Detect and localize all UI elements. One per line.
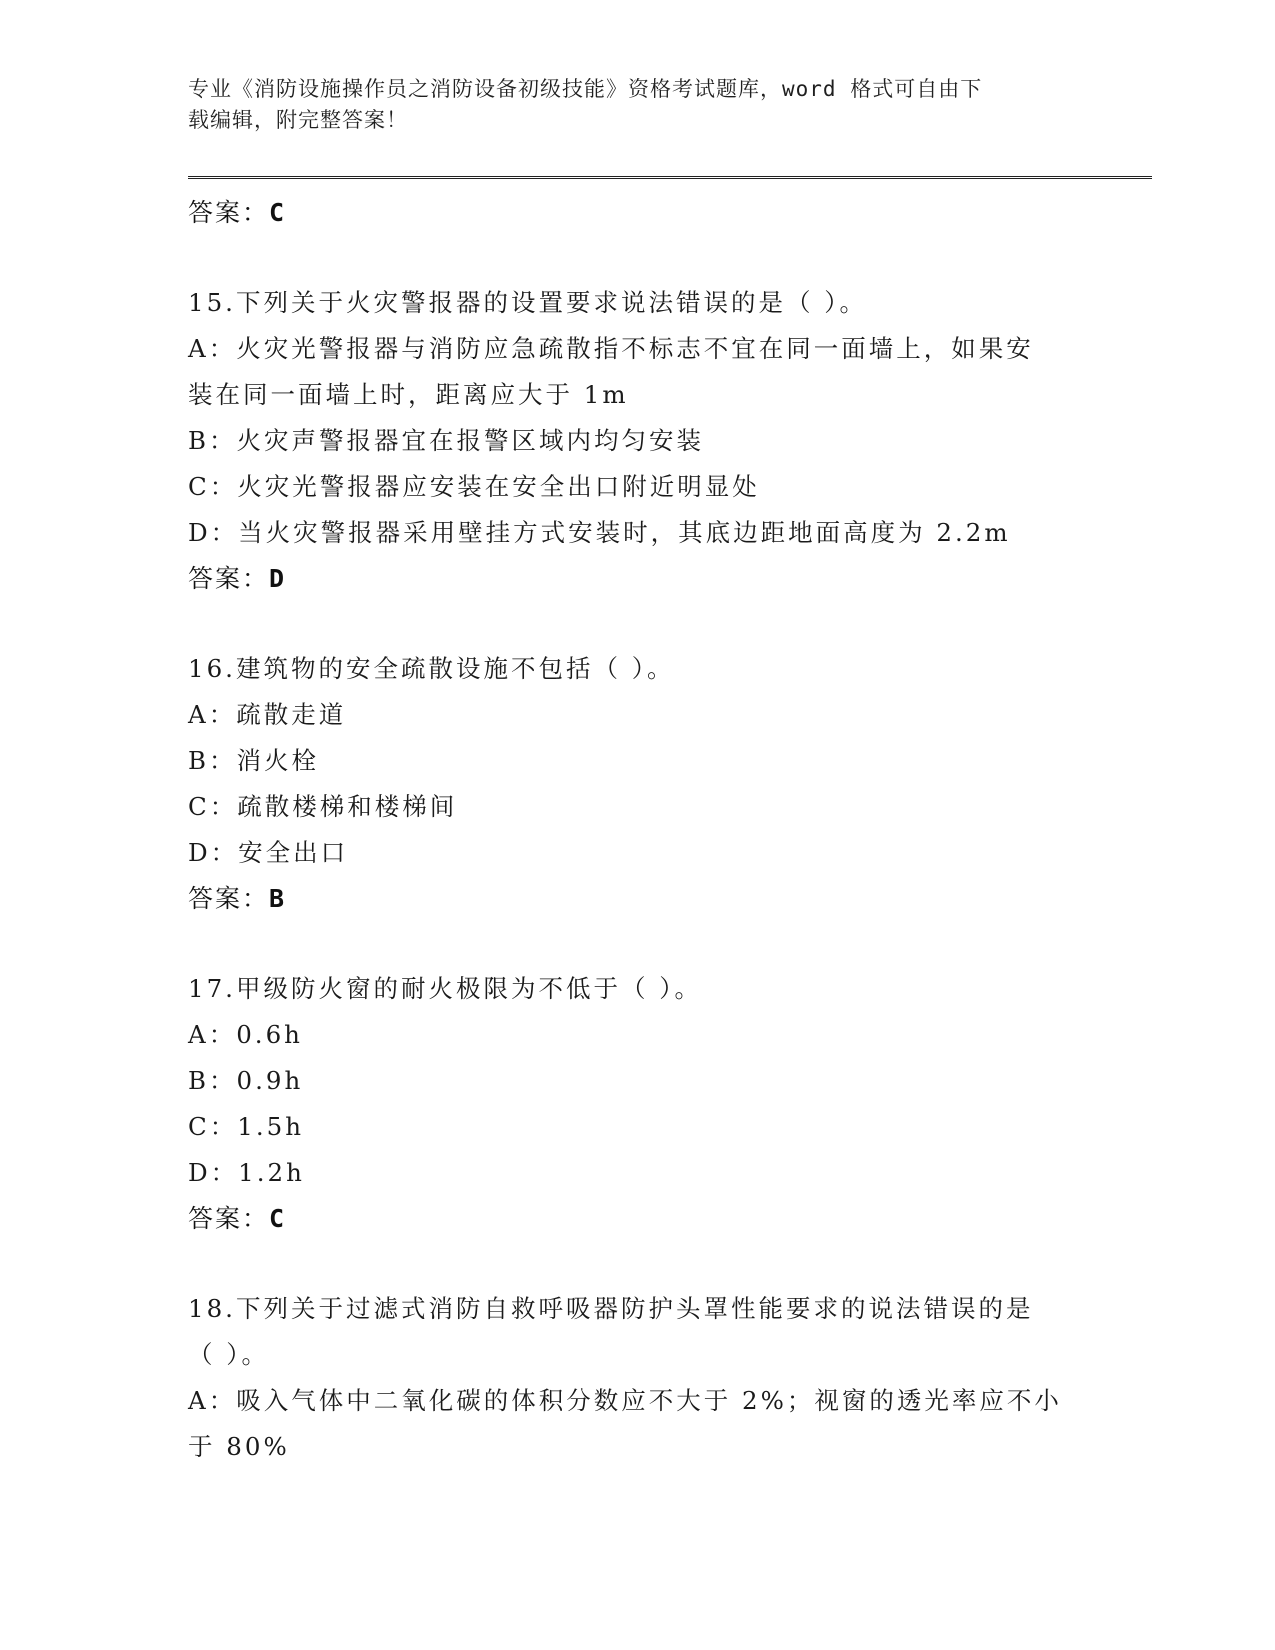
answer-line xyxy=(188,190,1088,236)
answer-line xyxy=(188,556,1088,602)
question-stem: 17.甲级防火窗的耐火极限为不低于（ ）。 xyxy=(188,974,702,1003)
question-stem: 16.建筑物的安全疏散设施不包括（ ）。 xyxy=(188,654,675,683)
answer-line xyxy=(188,876,1088,922)
header-divider xyxy=(188,176,1152,179)
answer-line xyxy=(188,1196,1088,1242)
question-16 xyxy=(188,646,1088,922)
question-17 xyxy=(188,966,1088,1242)
option-b: B：火灾声警报器宜在报警区域内均匀安装 xyxy=(188,426,705,455)
document-header xyxy=(188,74,1088,136)
answer-value: C xyxy=(269,1204,287,1233)
option-a: A：火灾光警报器与消防应急疏散指不标志不宜在同一面墙上，如果安 xyxy=(188,334,1034,363)
option-a: A：疏散走道 xyxy=(188,700,347,729)
header-line-2: 载编辑，附完整答案！ xyxy=(188,108,408,132)
option-d: D：安全出口 xyxy=(188,838,349,867)
answer-value: C xyxy=(269,198,287,227)
option-d: D：1.2h xyxy=(188,1158,305,1187)
question-15 xyxy=(188,280,1088,602)
option-a: A：吸入气体中二氧化碳的体积分数应不大于 2%；视窗的透光率应不小 xyxy=(188,1386,1062,1415)
option-a-cont: 装在同一面墙上时，距离应大于 1m xyxy=(188,380,629,409)
question-stem-cont: （ ）。 xyxy=(188,1340,270,1369)
answer-label: 答案： xyxy=(188,884,270,913)
answer-value: D xyxy=(269,564,287,593)
option-c: C：疏散楼梯和楼梯间 xyxy=(188,792,458,821)
question-18 xyxy=(188,1286,1088,1470)
option-c: C：1.5h xyxy=(188,1112,304,1141)
option-d: D：当火灾警报器采用壁挂方式安装时，其底边距地面高度为 2.2m xyxy=(188,518,1011,547)
question-list xyxy=(188,190,1088,1470)
answer-label: 答案： xyxy=(188,564,270,593)
option-a-cont: 于 80% xyxy=(188,1432,290,1461)
option-b: B：消火栓 xyxy=(188,746,320,775)
question-stem: 18.下列关于过滤式消防自救呼吸器防护头罩性能要求的说法错误的是 xyxy=(188,1294,1034,1323)
question-stem: 15.下列关于火灾警报器的设置要求说法错误的是（ ）。 xyxy=(188,288,867,317)
answer-label: 答案： xyxy=(188,198,270,227)
answer-label: 答案： xyxy=(188,1204,270,1233)
option-a: A：0.6h xyxy=(188,1020,303,1049)
header-line-1: 专业《消防设施操作员之消防设备初级技能》资格考试题库，word 格式可自由下 xyxy=(188,77,983,101)
option-c: C：火灾光警报器应安装在安全出口附近明显处 xyxy=(188,472,760,501)
answer-value: B xyxy=(269,884,287,913)
option-b: B：0.9h xyxy=(188,1066,304,1095)
